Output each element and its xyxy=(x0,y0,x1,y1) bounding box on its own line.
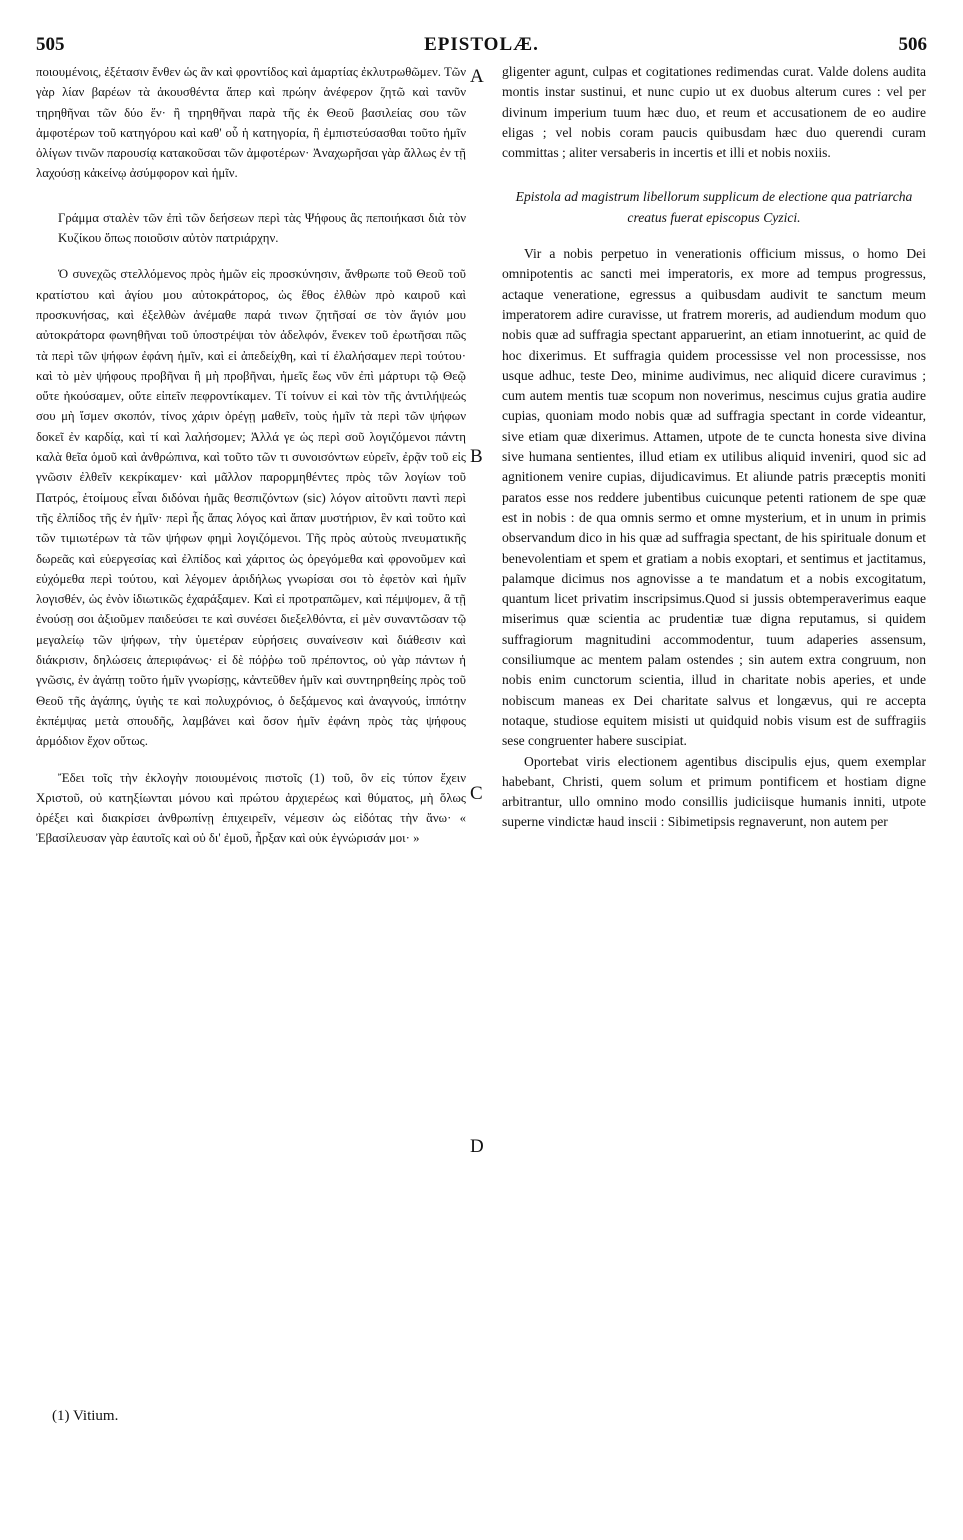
running-title: EPISTOLÆ. xyxy=(424,34,539,55)
margin-letter-c: C xyxy=(470,783,483,804)
latin-paragraph-2: Vir a nobis perpetuo in venerationis officium missus, o homo Dei omnipotentis ac sancti mei imperatoris, ex more ad tempus progressus, actaque veneratione, egressus a quibusdam audivit te sanctum meum imperatorem adire curavisse, ut fratrem moreris, ad audiendum modum quo nobis quæ ad suffragia spectant apparuerint, an etiam innotuerint, ac quid de hoc dixerimus. Et suffragia quidem processisse vel non processisse, nos usque adhuc, teste Deo, minime audivimus, nec aliquid dicere curavimus ; cum autem mentis tuæ scopum non noverimus, nescimus cujus gratia audire cupias, quoniam modo nobis quæ ad suffragia spectant in corde videantur, sive etiam quæ dixerimus. Attamen, utpote de te cuncta honesta sive divina sive humana sentientes, illud etiam ex utilibus aliquid inveniri, quod sic ad agnitionem venire cupias, dijudicavimus. Et aliunde patris præceptis moniti paratos esse nos reddere jubentibus cuicunque petenti rationem de spe quæ est in nobis : de qua omnis sermo et omne mysterium, et in unum in primis observandum dico in his quæ ad suffragia spectant, de his spirituale donum et benevolentiam et spem et gratiam a nobis exoptari, et sentimus et jactitamus, palamque dicimus nos agnovisse a te mandatum et a nobis excogitatum, quantum licet privatim inscripsimus.Quod si jussis obtemperaverimus eaque miserimus quæ scientia ac prudentiæ tuæ digna reputamus, si quidem suffragiorum magnitudini accommodentur, tuum adaperies assensum, consiliumque ac mentem palam ostendes ; sin autem extra congruum, non nobis enim cunctorum scientia, illud in charitate nobis aperies, et unde nobiscum maneas ex Dei charitate salvus et longævus, qui re accepta notaque, studiose equitem misisti ut quidquid nobis visum est de suffragiis sese congruenter habere suscipiat. xyxy=(502,246,926,749)
left-page-number: 505 xyxy=(36,34,65,55)
margin-letter-b: B xyxy=(470,446,483,467)
latin-column xyxy=(502,62,926,833)
margin-letter-d: D xyxy=(470,1136,484,1157)
greek-paragraph-1: ποιουμένοις, ἐξέτασιν ἔνθεν ὡς ἂν καὶ φροντίδος καὶ ἁμαρτίας ἐκλυτρωθῶμεν. Τῶν γὰρ λίαν βαρέων τὰ ἀκουσθέντα ἅπερ καὶ πρώην ἀνέφερον ζητῶ καὶ τανῦν τηρηθῆναι τῶν δύο ἕν· ἢ τηρηθῆναι παρὰ τῆς ἐκ Θεοῦ βασιλείας σου τῶν ἀμφοτέρων τοῦ κατηγόρου καὶ καθ' οὗ ἡ κατηγορία, ἢ ἐμπιστεύσασθαι τοῦτο ἡμῖν ὀλίγων τινῶν παρουσίᾳ κατακοῦσαι τῶν ἀμφοτέρων· Ἀναχωρῆσαι γὰρ ἄλλως ἐν τῇ λαχούσῃ κἀκείνῳ ἀσύμφορον καὶ ἡμῖν. xyxy=(36,65,466,181)
margin-letter-a: A xyxy=(470,66,484,87)
latin-letter-title: Epistola ad magistrum libellorum supplicum de electione qua patriarcha creatus fuerat episcopus Cyzici. xyxy=(515,189,913,225)
greek-paragraph-3: Ἔδει τοῖς τὴν ἐκλογὴν ποιουμένοις πιστοῖς (1) τοῦ, ὃν εἰς τύπον ἔχειν Χριστοῦ, οὐ κατηξίωνται μόνου καὶ πρώτου ἀρχιερέως καὶ θύματος, μὴ ὅλως ὀρέξει καὶ διακρίσει ἀνθρωπίνῃ ἐπιχειρεῖν, νέμεσιν ὡς εἰδότας τὴν ἄνω· « Ἐβασίλευσαν γὰρ ἑαυτοῖς καὶ οὐ δι' ἐμοῦ, ἦρξαν καὶ οὐκ ἐγνώρισάν μοι· » xyxy=(36,770,466,846)
page-header xyxy=(36,34,927,60)
right-page-number: 506 xyxy=(898,34,927,55)
footnote: (1) Vitium. xyxy=(52,1408,119,1424)
greek-column xyxy=(36,62,466,849)
greek-letter-title: Γράμμα σταλὲν τῶν ἐπὶ τῶν δεήσεων περὶ τὰς Ψήφους ἃς πεποιήκασι διὰ τὸν Κυζίκου ὅπως ποιοῦσιν αὐτὸν πατριάρχην. xyxy=(58,210,466,246)
greek-paragraph-2: Ὁ συνεχῶς στελλόμενος πρὸς ἡμῶν εἰς προσκύνησιν, ἄνθρωπε τοῦ Θεοῦ τοῦ κρατίστου καὶ ἁγίου μου αὐτοκράτορος, ὡς ἔθος ἐλθὼν πρὸ καιροῦ καὶ προσκυνήσας, καὶ ἐξελθὼν ἀνέμαθε παρά τινων ζητῆσαί σε τὸν ἅγιόν μου αὐτοκράτορα φωνηθῆναι τοῦ ὑποστρέψαι τὸν ἀδελφόν, ἕνεκεν τοῦ ἐρωτῆσαι πῶς τὰ περὶ τῶν ψήφων ἐφάνη ἡμῖν, καὶ εἰ ἀπεδείχθη, καὶ τί ἐλαλήσαμεν περὶ τούτου· καὶ τὸ μὲν ψήφους προβῆναι ἢ μὴ προβῆναι, ἡμεῖς ἕως νῦν ἐπὶ μάρτυρι τῷ Θεῷ οὔτε ἠκούσαμεν, οὔτε εἰπεῖν πεφροντίκαμεν. Τί τοίνυν εἰ καὶ τὸν τῆς ἀντιλήψεώς σου μὴ ἴσμεν σκοπόν, τίνος χάριν ὀρέγῃ μαθεῖν, τοὺς ἡμῖν τὰ περὶ τῶν ψήφων δοκεῖ ἐν καρδίᾳ, καὶ τί καὶ λαλήσομεν; Ἀλλά γε ὡς περὶ σοῦ λογιζόμενοι πάντη καλὰ θεῖα ὁμοῦ καὶ ἀνθρώπινα, καὶ τοῦτο τῶν τι συνοισόντων εὑρεῖν, ἐρᾷν τοῦ εἰς γνῶσιν ἐλθεῖν κεκρίκαμεν· καὶ μᾶλλον παρορμηθέντες πρὸς τῶν λογίων τοῦ Πατρός, ἑτοίμους εἶναι διδόναι ἡμᾶς θεσπιζόντων (sic) λόγον αἰτοῦντι παντὶ περὶ τῆς ἐλπίδος τῆς ἐν ἡμῖν· περὶ ἧς ἅπας λόγος καὶ ἅπαν μυστήριον, ἓν καὶ τοῦτο καὶ τῶν τιμιωτέρων τὰ τῶν ψήφων φημὶ λογιζόμενοι. Τῆς πρὸς αὐτοὺς πνευματικῆς δωρεᾶς καὶ εὐεργεσίας καὶ ἐλπίδος καὶ χάριτος ὡς ὀρεγόμεθα καὶ φρονοῦμεν καὶ εὐχόμεθα περὶ τούτου, καὶ λέγομεν ἀριδήλως γνωρίσαι σοι τὸ ἐφετὸν καὶ ἡμῖν λογισθέν, ὡς ἐνὸν ἰδιωτικῶς ἐχαράξαμεν. Καὶ εἰ προτραπῶμεν, καὶ πέμψομεν, ἃ τῇ ἐνούσῃ σοι ἀξιοῦμεν παιδεύσει τε καὶ συνέσει διεξελθόντα, εἰ μὲν συναντῶσαν τῷ μεγαλείῳ τῶν ψήφων, τὴν ὑμετέραν εὑρήσεις συναίνεσιν καὶ διάθεσιν καὶ διάκρισιν, δηλώσεις ἀπεριφάνως· εἰ δὲ πόῤῥω τοῦ πρέποντος, οὐ γὰρ πάντων ἡ γνῶσις, ἐν ἀγάπῃ τοῦτο ἡμῖν γνωρίσῃς, κἀντεῦθεν ἡμῖν καὶ συντηρηθείης πρὸς τοῦ Θεοῦ τῆς ἀγάπης, ὑγιὴς τε καὶ πολυχρόνιος, ὁ δεξάμενος καὶ ἀναγνούς, ἱππότην ἐκπέμψας μετὰ σπουδῆς, λαμβάνει καὶ ὅσον ἡμῖν ἐφάνη πρὸς τὰς ψήφους ἁρμόδιον ἔχον οὕτως. xyxy=(36,267,466,749)
latin-paragraph-3: Oportebat viris electionem agentibus discipulis ejus, quem exemplar habebant, Christi, quem solum et primum pontificem et hostiam digne arbitrantur, ullo omnino modo consillis judiciisque humanis inniti, utpote superne vindictæ haud inscii : Sibimetipsis regnaverunt, non autem per xyxy=(502,753,926,830)
latin-paragraph-1: gligenter agunt, culpas et cogitationes redimendas curat. Valde dolens audita montis instar sustinui, et nunc cupio ut ex duobus alterum cures : vel per divinum imperium tuum hæc duo, et reum et accusationem de eo audire eligas ; vel nobis coram paucis quibusdam hæc duo querendi curam committas ; aliter versaberis in incertis et illi et nobis noxiis. xyxy=(502,64,926,161)
